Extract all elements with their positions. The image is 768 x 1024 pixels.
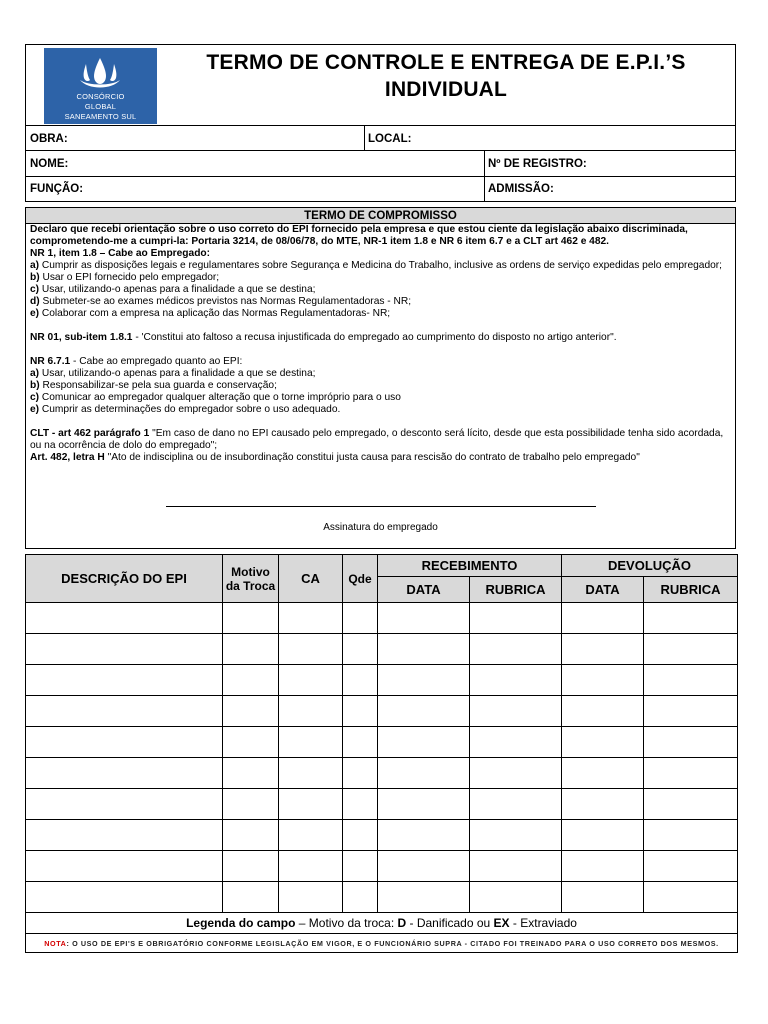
table-row [26,882,738,913]
table-cell[interactable] [26,758,223,789]
table-cell[interactable] [223,665,279,696]
list-item: d) Submeter-se ao exames médicos previstos nas Normas Regulamentadoras - NR; [30,296,412,307]
table-cell[interactable] [470,758,562,789]
table-cell[interactable] [279,665,343,696]
list-item: a) Usar, utilizando-o apenas para a finalidade a que se destina; [30,368,316,379]
table-row [26,603,738,634]
table-cell[interactable] [343,727,378,758]
table-cell[interactable] [470,851,562,882]
signature-line[interactable] [166,506,596,507]
note-label: NOTA [44,938,67,948]
table-cell[interactable] [378,882,470,913]
table-cell[interactable] [644,789,738,820]
table-cell[interactable] [26,634,223,665]
logo-line-3: SANEAMENTO SUL [64,112,137,121]
list-item: e) Cumprir as determinações do empregador sobre o uso adequado. [30,404,341,415]
table-cell[interactable] [343,634,378,665]
note-text: : O USO DE EPI'S E OBRIGATÓRIO CONFORME LEGISLAÇÃO EM VIGOR, E O FUNCIONÁRIO SUPRA - CITADO FOI TREINADO PARA O USO CORRETO DOS MESMOS. [66,938,719,948]
table-cell[interactable] [26,696,223,727]
table-cell[interactable] [26,851,223,882]
table-cell[interactable] [223,727,279,758]
table-cell[interactable] [378,851,470,882]
divider [26,125,735,126]
nr01-paragraph: NR 01, sub-item 1.8.1 - 'Constitui ato faltoso a recusa injustificada do empregado ao cumprimento do disposto no artigo anterior". [30,332,617,343]
list-item: e) Colaborar com a empresa na aplicação das Normas Regulamentadoras- NR; [30,308,391,319]
table-cell[interactable] [343,603,378,634]
table-cell[interactable] [562,634,644,665]
table-row [26,727,738,758]
table-cell[interactable] [343,665,378,696]
table-cell[interactable] [279,727,343,758]
table-cell[interactable] [378,634,470,665]
table-cell[interactable] [223,758,279,789]
water-drop-icon [44,48,157,94]
table-cell[interactable] [279,851,343,882]
table-cell[interactable] [644,603,738,634]
table-cell[interactable] [26,882,223,913]
list-item: c) Comunicar ao empregador qualquer alteração que o torne impróprio para o uso [30,392,401,403]
divider [26,176,735,177]
table-cell[interactable] [470,820,562,851]
table-cell[interactable] [343,758,378,789]
table-row [26,820,738,851]
table-cell[interactable] [343,851,378,882]
table-cell[interactable] [644,634,738,665]
title-line-2: INDIVIDUAL [384,78,508,101]
table-cell[interactable] [343,820,378,851]
col-data-recebimento: DATA [378,577,470,603]
table-cell[interactable] [378,727,470,758]
col-rubrica-recebimento: RUBRICA [470,577,562,603]
col-ca: CA [279,555,343,603]
table-cell[interactable] [378,758,470,789]
nome-field[interactable]: NOME: [30,158,69,170]
table-cell[interactable] [562,820,644,851]
table-cell[interactable] [343,789,378,820]
table-cell[interactable] [378,820,470,851]
table-row [26,696,738,727]
local-field[interactable]: LOCAL: [368,133,412,145]
nr67-paragraph: NR 6.7.1 - Cabe ao empregado quanto ao EPI: [30,356,243,367]
registro-field[interactable]: Nº DE REGISTRO: [488,158,587,170]
table-cell[interactable] [279,820,343,851]
table-cell[interactable] [562,603,644,634]
table-cell[interactable] [26,727,223,758]
table-cell[interactable] [470,727,562,758]
table-cell[interactable] [279,789,343,820]
divider [26,150,735,151]
logo-line-2: GLOBAL [84,102,117,111]
signature-label: Assinatura do empregado [323,522,438,533]
table-row [26,758,738,789]
col-devolucao: DEVOLUÇÃO [562,555,738,577]
table-cell[interactable] [378,696,470,727]
divider [364,125,365,150]
table-cell[interactable] [223,634,279,665]
list-item: b) Responsabilizar-se pela sua guarda e conservação; [30,380,277,391]
col-motivo: Motivo da Troca [223,555,279,603]
col-qde: Qde [343,555,378,603]
list-item: c) Usar, utilizando-o apenas para a finalidade a que se destina; [30,284,316,295]
nr1-heading: NR 1, item 1.8 – Cabe ao Empregado: [30,248,211,259]
term-body [30,224,732,464]
table-cell[interactable] [26,665,223,696]
table-cell[interactable] [470,665,562,696]
list-item: a) Cumprir as disposições legais e regulamentares sobre Segurança e Medicina do Trabalho, inclusive as ordens de serviço expedidas pelo empregador; [30,260,723,271]
table-cell[interactable] [223,696,279,727]
form-header [25,44,736,202]
term-title: TERMO DE COMPROMISSO [26,208,735,224]
table-row [26,851,738,882]
table-cell[interactable] [562,665,644,696]
table-cell[interactable] [26,820,223,851]
note [26,934,738,953]
table-cell[interactable] [378,789,470,820]
table-cell[interactable] [644,696,738,727]
table-cell[interactable] [644,851,738,882]
table-row [26,634,738,665]
table-cell[interactable] [279,634,343,665]
table-cell[interactable] [470,789,562,820]
table-cell[interactable] [279,882,343,913]
epi-table [25,554,738,953]
col-data-devolucao: DATA [562,577,644,603]
table-cell[interactable] [223,603,279,634]
page-title [166,49,726,103]
table-row [26,665,738,696]
table-cell[interactable] [223,820,279,851]
table-cell[interactable] [470,634,562,665]
table-cell[interactable] [26,789,223,820]
table-row [26,789,738,820]
table-cell[interactable] [378,603,470,634]
table-cell[interactable] [223,882,279,913]
term-intro: Declaro que recebi orientação sobre o uso correto do EPI fornecido pela empresa e que estou ciente da legislação abaixo discriminada, comprometendo-me a cumpri-la: Portaria 3214, de 08/06/78, do MTE, NR-1 item 1.8 e NR 6 item 6.7 e a CLT art 462 e 482. [30,224,688,247]
table-cell[interactable] [279,696,343,727]
col-descricao: DESCRIÇÃO DO EPI [26,555,223,603]
table-cell[interactable] [562,758,644,789]
funcao-field[interactable]: FUNÇÃO: [30,183,84,195]
title-line-1: TERMO DE CONTROLE E ENTREGA DE E.P.I.’S [206,51,686,74]
table-cell[interactable] [279,603,343,634]
company-logo [44,48,157,124]
logo-line-1: CONSÓRCIO [76,92,125,101]
table-cell[interactable] [223,851,279,882]
table-cell[interactable] [470,882,562,913]
table-cell[interactable] [470,696,562,727]
table-cell[interactable] [644,727,738,758]
divider [484,150,485,201]
list-item: b) Usar o EPI fornecido pelo empregador; [30,272,220,283]
table-cell[interactable] [562,882,644,913]
term-section [25,207,736,549]
table-cell[interactable] [343,696,378,727]
table-cell[interactable] [644,758,738,789]
table-cell[interactable] [562,789,644,820]
table-cell[interactable] [378,665,470,696]
col-rubrica-devolucao: RUBRICA [644,577,738,603]
clt-paragraph: CLT - art 462 parágrafo 1 "Em caso de dano no EPI causado pelo empregado, o desconto será lícito, desde que esta possibilidade tenha sido acordada, ou na ocorrência de dolo do empregado"; [30,428,724,451]
table-cell[interactable] [644,820,738,851]
table-cell[interactable] [223,789,279,820]
table-cell[interactable] [470,603,562,634]
table-cell[interactable] [644,665,738,696]
table-cell[interactable] [562,851,644,882]
table-cell[interactable] [562,696,644,727]
table-cell[interactable] [26,603,223,634]
legend: Legenda do campo – Motivo da troca: D - Danificado ou EX - Extraviado [26,913,738,934]
admissao-field[interactable]: ADMISSÃO: [488,183,554,195]
table-cell[interactable] [279,758,343,789]
obra-field[interactable]: OBRA: [30,133,68,145]
table-cell[interactable] [343,882,378,913]
table-cell[interactable] [562,727,644,758]
art482-paragraph: Art. 482, letra H "Ato de indisciplina ou de insubordinação constitui justa causa para rescisão do contrato de trabalho pelo empregado" [30,452,640,463]
col-recebimento: RECEBIMENTO [378,555,562,577]
table-cell[interactable] [644,882,738,913]
